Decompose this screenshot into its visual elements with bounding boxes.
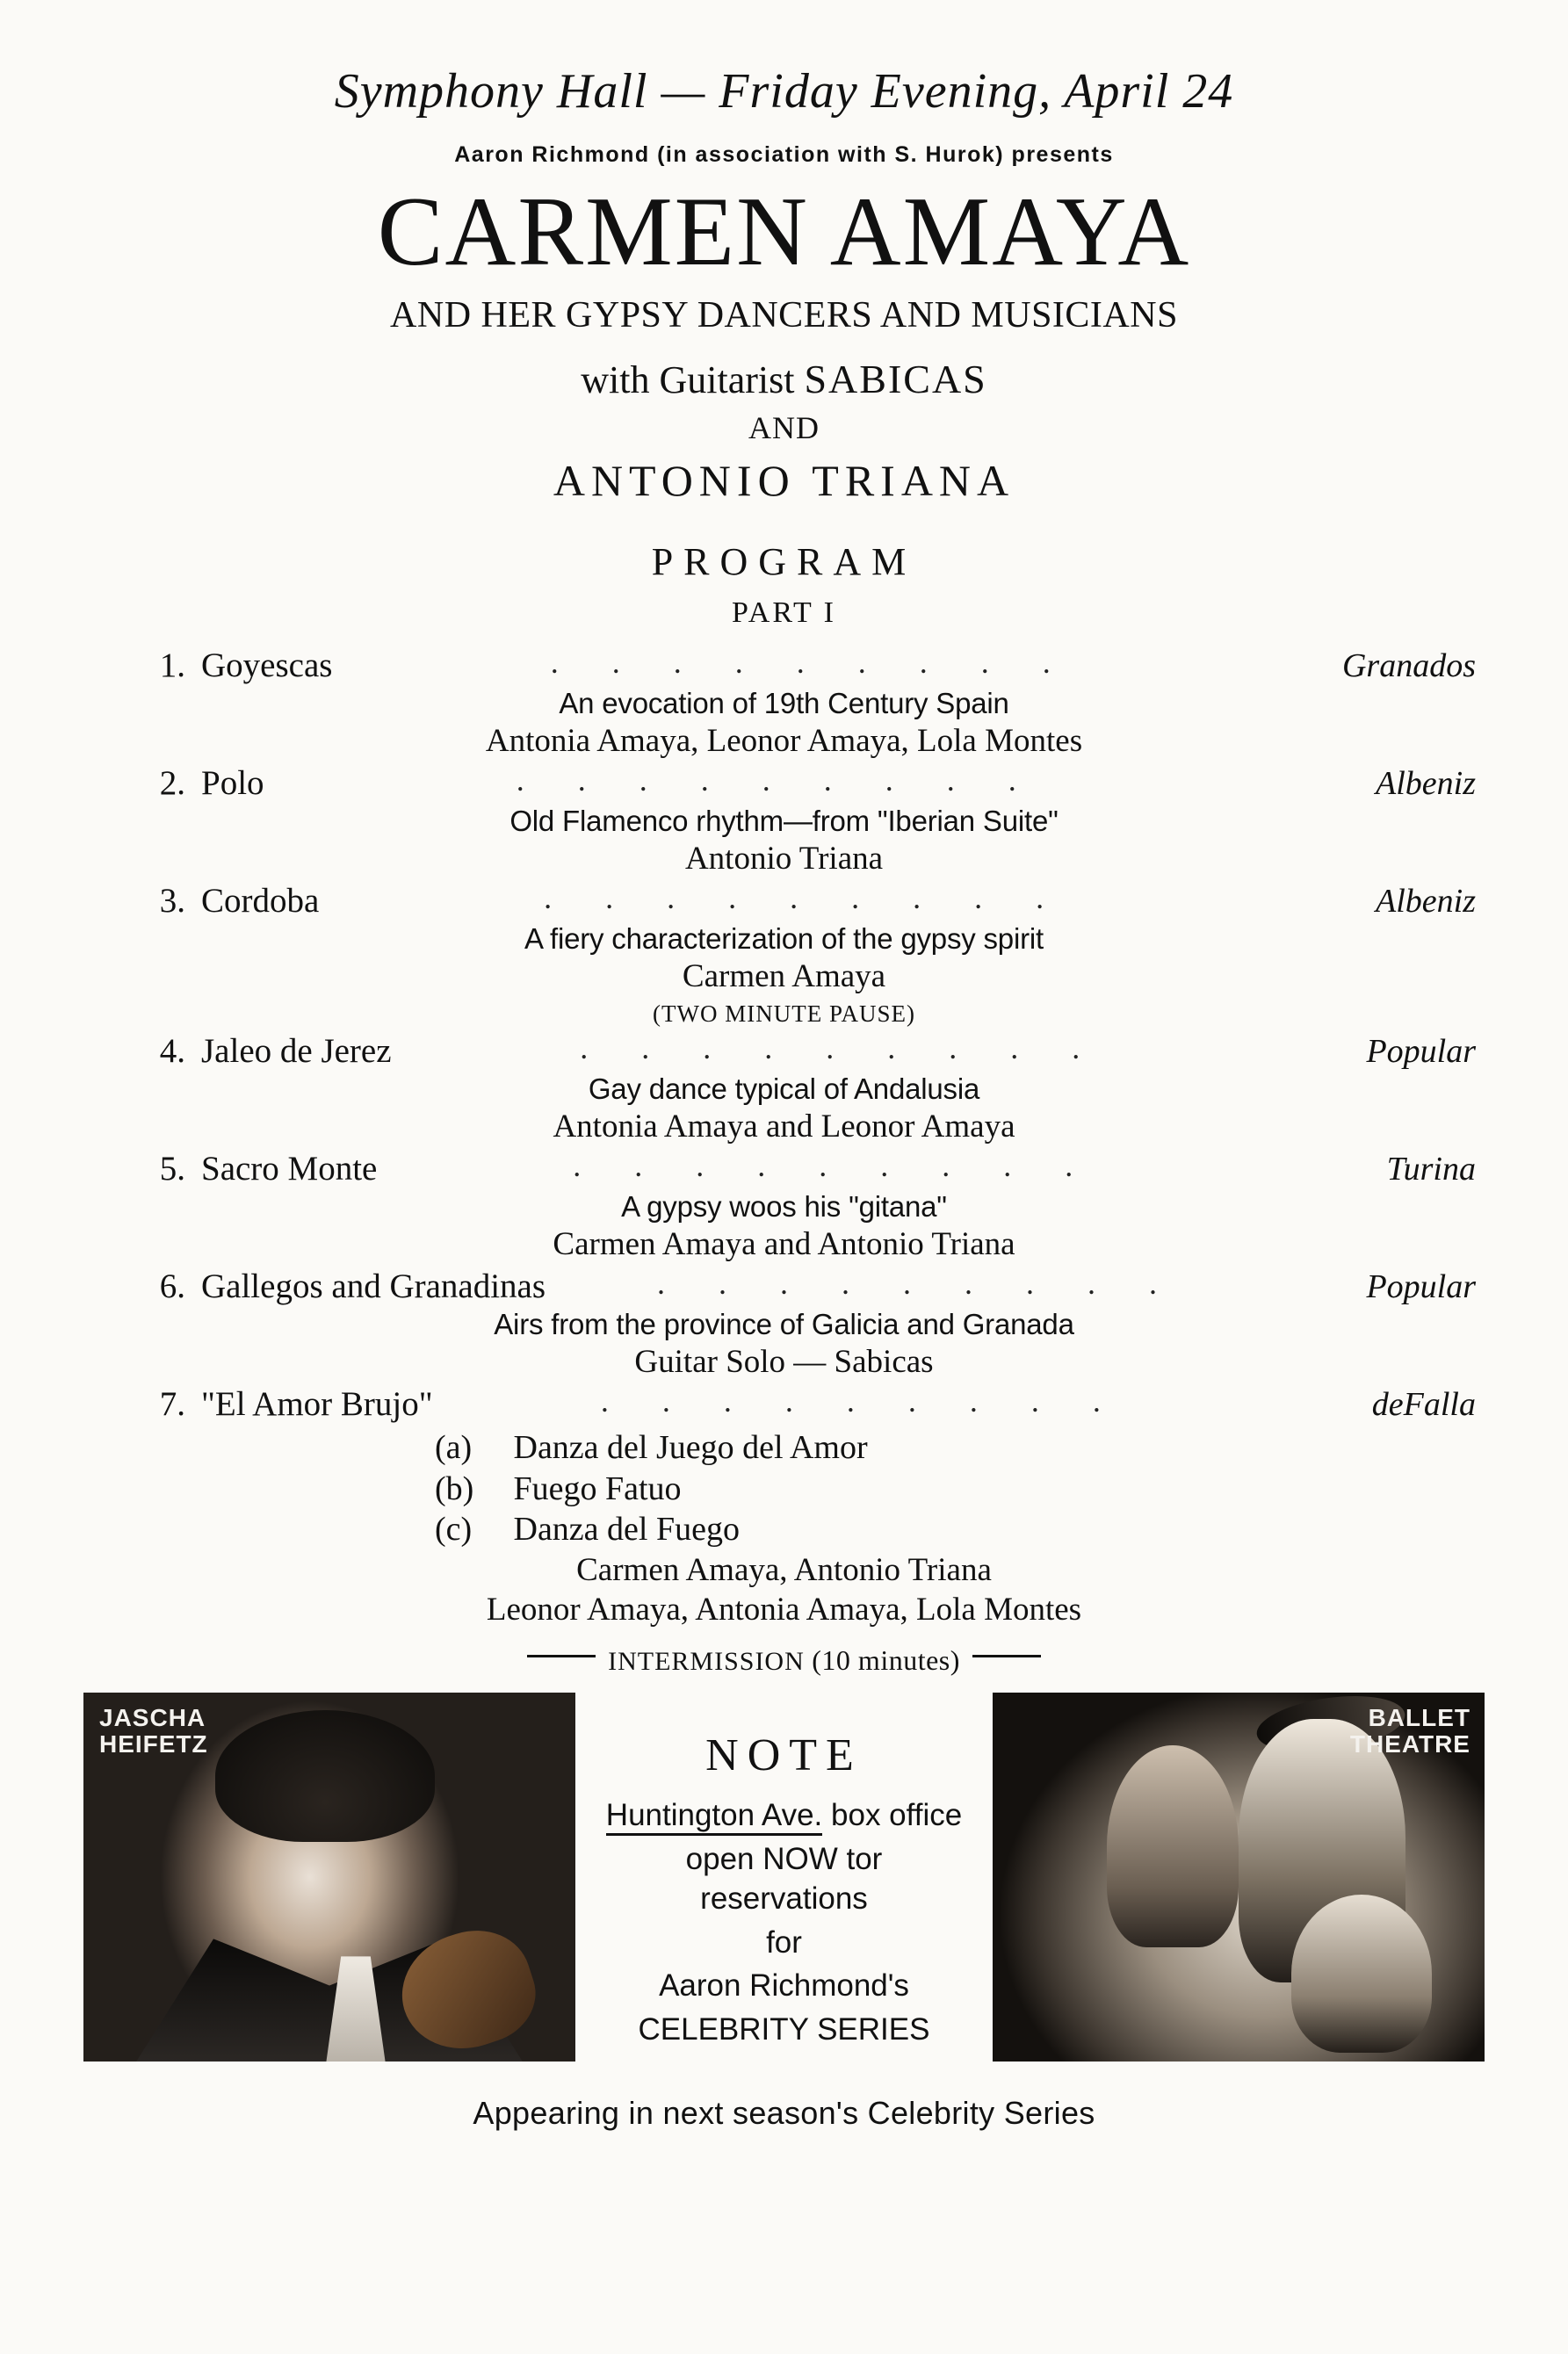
subpart-row [435, 1469, 1485, 1509]
item-composer: Turina [1386, 1151, 1476, 1188]
item-cast: Antonio Triana [684, 841, 884, 877]
item-description: Old Flamenco rhythm—from "Iberian Suite" [509, 805, 1059, 838]
ballet-caption-line2: THEATRE [1349, 1729, 1470, 1758]
leader-dots: . . . . . . . . . [550, 645, 1073, 681]
box-office-rest: box office [822, 1798, 963, 1833]
item-cast: Carmen Amaya, Antonio Triana [576, 1552, 992, 1589]
part-heading: PART I [732, 596, 836, 630]
heifetz-caption-line1: JASCHA [99, 1704, 206, 1732]
item-number: 1. [159, 646, 185, 685]
program-item [83, 881, 1485, 1028]
note-line-5: CELEBRITY SERIES [638, 2011, 930, 2047]
bottom-panels [83, 1693, 1485, 2062]
intermission-line [83, 1644, 1485, 1677]
note-line-4: Aaron Richmond's [659, 1968, 909, 2004]
item-composer: Albeniz [1376, 883, 1476, 921]
photo-detail-figure-a [1107, 1745, 1239, 1947]
subpart-label: Danza del Fuego [513, 1510, 740, 1548]
ballet-theatre-caption [1350, 1705, 1470, 1757]
item-cast: Carmen Amaya [682, 958, 886, 995]
item-description: Gay dance typical of Andalusia [588, 1072, 980, 1106]
item-title: Cordoba [201, 882, 320, 921]
item-description: A fiery characterization of the gypsy spirit [524, 922, 1044, 956]
item-number: 2. [159, 764, 185, 803]
item-cast: Antonia Amaya, Leonor Amaya, Lola Montes [485, 723, 1083, 760]
item-title: Polo [201, 764, 264, 803]
item-number: 6. [159, 1267, 185, 1306]
item-composer: Popular [1366, 1268, 1476, 1306]
heifetz-caption-line2: HEIFETZ [99, 1729, 208, 1758]
item-description: An evocation of 19th Century Spain [559, 687, 1009, 720]
guitarist-line [83, 356, 1485, 402]
note-panel [575, 1693, 993, 2062]
item-composer: deFalla [1371, 1386, 1476, 1424]
subpart-label: Danza del Juego del Amor [513, 1429, 868, 1467]
item-description: A gypsy woos his "gitana" [621, 1190, 947, 1224]
heifetz-photo [83, 1693, 575, 2062]
guitarist-prefix: with Guitarist [581, 358, 805, 402]
note-line-2: open NOW tor reservations [685, 1841, 883, 1917]
program-item [83, 1149, 1485, 1263]
leader-dots: . . . . . . . . . [580, 1030, 1103, 1066]
intermission-duration: (10 minutes) [812, 1644, 960, 1677]
item-title: Sacro Monte [201, 1150, 378, 1188]
presenter-line: Aaron Richmond (in association with S. Hurok) presents [454, 142, 1114, 167]
item-cast: Antonia Amaya and Leonor Amaya [553, 1108, 1015, 1145]
subpart-letter: (c) [435, 1510, 473, 1548]
note-line-3: for [766, 1924, 802, 1960]
leader-dots: . . . . . . . . . [600, 1383, 1124, 1419]
program-heading: PROGRAM [651, 540, 917, 584]
photo-detail-hair [215, 1710, 435, 1842]
ballet-caption-line1: BALLET [1368, 1704, 1470, 1732]
item-cast: Carmen Amaya and Antonio Triana [553, 1226, 1015, 1263]
item-title: Jaleo de Jerez [201, 1032, 392, 1071]
rule-right [972, 1655, 1041, 1657]
program-item [83, 1031, 1485, 1145]
item-composer: Granados [1341, 647, 1476, 685]
heifetz-caption [99, 1705, 208, 1757]
item-cast-second-line: Leonor Amaya, Antonia Amaya, Lola Montes [486, 1592, 1082, 1628]
footer-note: Appearing in next season's Celebrity Series [473, 2095, 1095, 2132]
ballet-theatre-photo [993, 1693, 1485, 2062]
item-title: Goyescas [201, 646, 333, 685]
program-item [83, 1267, 1485, 1381]
program-item [83, 763, 1485, 877]
photo-detail-figure-c [1291, 1895, 1432, 2053]
leader-dots: . . . . . . . . . [657, 1266, 1181, 1302]
program-item [83, 646, 1485, 760]
intermission-word: INTERMISSION [608, 1647, 805, 1677]
note-title: NOTE [705, 1730, 863, 1781]
venue-line: Symphony Hall — Friday Evening, April 24 [334, 64, 1234, 119]
program-list [83, 646, 1485, 1628]
note-line-1 [602, 1795, 966, 1836]
rule-left [527, 1655, 596, 1657]
item-number: 4. [159, 1032, 185, 1071]
company-subtitle: AND HER GYPSY DANCERS AND MUSICIANS [390, 295, 1178, 336]
subpart-row [435, 1427, 1485, 1468]
subpart-letter: (b) [435, 1469, 474, 1507]
subpart-letter: (a) [435, 1429, 473, 1467]
subpart-label: Fuego Fatuo [513, 1469, 682, 1507]
leader-dots: . . . . . . . . . [516, 762, 1039, 798]
item-pause-note: (TWO MINUTE PAUSE) [653, 1000, 915, 1028]
subpart-row [435, 1509, 1485, 1549]
item-composer: Albeniz [1376, 765, 1476, 803]
headliner-title: CARMEN AMAYA [377, 177, 1191, 286]
featured-dancer: ANTONIO TRIANA [553, 456, 1015, 506]
item-composer: Popular [1366, 1033, 1476, 1071]
item-cast: Guitar Solo — Sabicas [634, 1344, 934, 1381]
item-subparts [83, 1427, 1485, 1549]
guitarist-name: SABICAS [804, 357, 987, 402]
leader-dots: . . . . . . . . . [573, 1148, 1096, 1184]
and-word: AND [748, 410, 820, 446]
program-item [83, 1384, 1485, 1628]
leader-dots: . . . . . . . . . [544, 880, 1067, 916]
item-number: 5. [159, 1150, 185, 1188]
box-office-street: Huntington Ave. [606, 1798, 823, 1836]
item-title: Gallegos and Granadinas [201, 1267, 546, 1306]
item-number: 3. [159, 882, 185, 921]
item-title: "El Amor Brujo" [201, 1385, 433, 1424]
item-description: Airs from the province of Galicia and Granada [494, 1308, 1074, 1341]
item-number: 7. [159, 1385, 185, 1424]
